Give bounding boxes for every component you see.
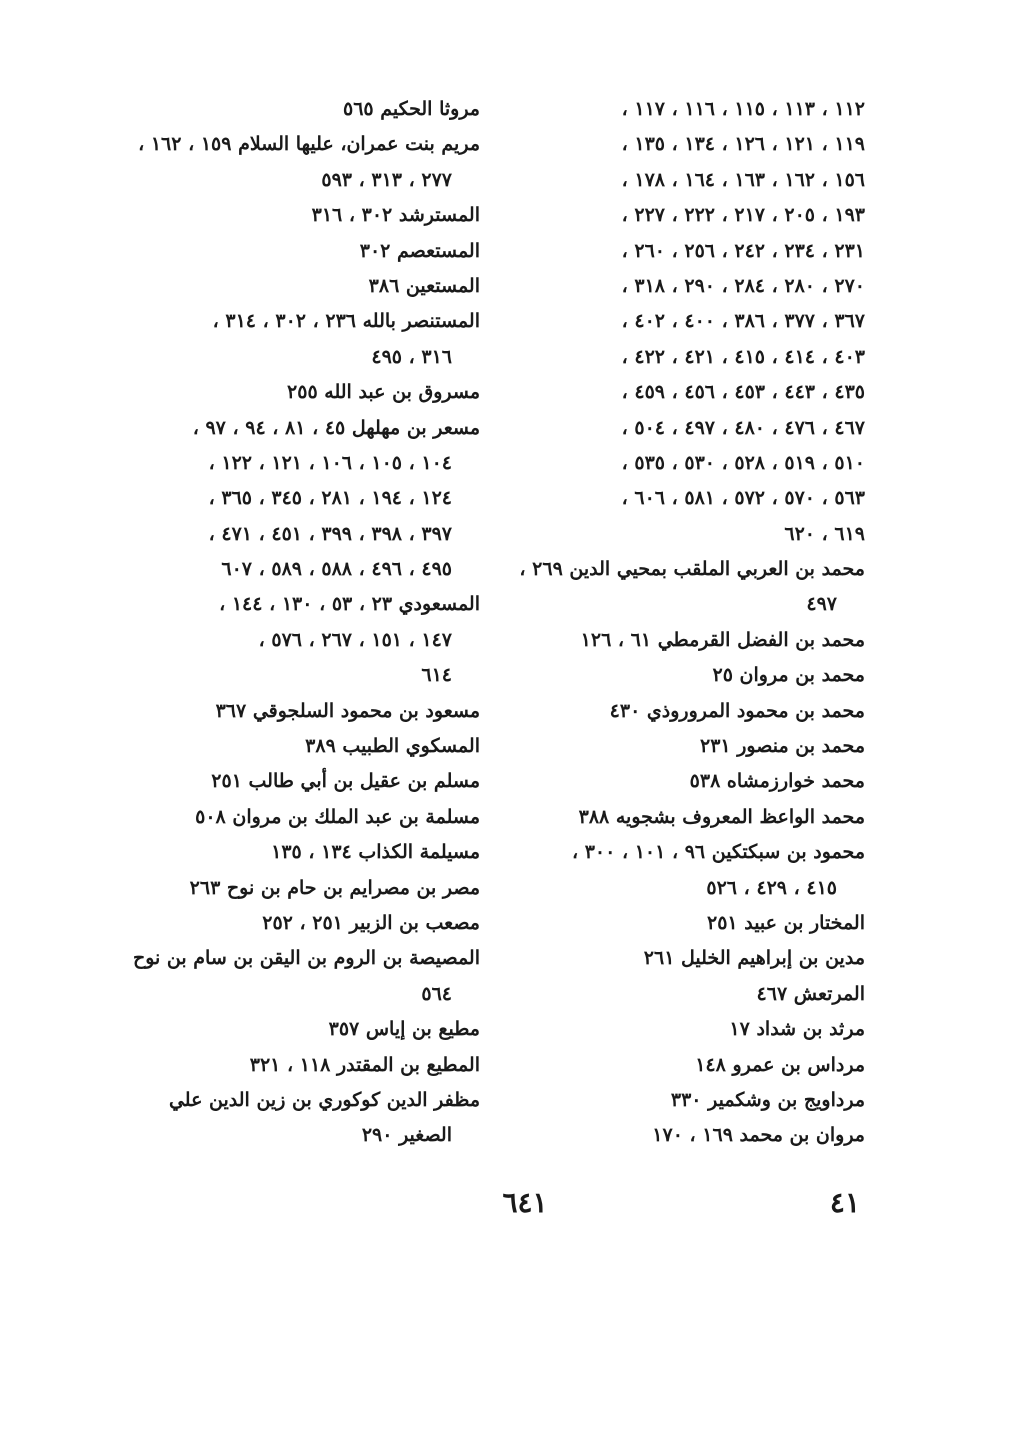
index-entry: محمد خوارزمشاه ٥٣٨	[689, 770, 865, 793]
index-entry: مطيع بن إياس ٣٥٧	[328, 1018, 480, 1041]
index-entry: مسلمة بن عبد الملك بن مروان ٥٠٨	[195, 805, 480, 828]
index-entry: المستعين ٣٨٦	[368, 274, 480, 297]
index-entry-continuation: ١٢٤ ، ١٩٤ ، ٢٨١ ، ٣٤٥ ، ٣٦٥ ،	[208, 487, 452, 510]
index-entry: المسكوي الطبيب ٣٨٩	[305, 735, 480, 758]
index-entry: ٤٣٥ ، ٤٤٣ ، ٤٥٣ ، ٤٥٦ ، ٤٥٩ ،	[621, 381, 865, 404]
index-entry-continuation: ١٤٧ ، ١٥١ ، ٢٦٧ ، ٥٧٦ ،	[258, 628, 452, 651]
index-entry: محمد بن العربي الملقب بمحيي الدين ٢٦٩ ،	[519, 558, 865, 581]
index-column-left	[132, 92, 480, 1154]
index-entry: المستعصم ٣٠٢	[359, 239, 480, 262]
index-entry-continuation: ٢٧٧ ، ٣١٣ ، ٥٩٣	[321, 168, 452, 191]
index-entry: ١١٩ ، ١٢١ ، ١٢٦ ، ١٣٤ ، ١٣٥ ،	[621, 133, 865, 156]
index-entry: مسلم بن عقيل بن أبي طالب ٢٥١	[211, 770, 480, 793]
index-entry: ١٥٦ ، ١٦٢ ، ١٦٣ ، ١٦٤ ، ١٧٨ ،	[621, 168, 865, 191]
index-entry: المصيصة بن الروم بن اليقن بن سام بن نوح	[132, 947, 480, 970]
index-entry: ١٩٣ ، ٢٠٥ ، ٢١٧ ، ٢٢٢ ، ٢٢٧ ،	[621, 204, 865, 227]
index-entry-continuation: ٤٩٧	[806, 593, 837, 616]
index-entry-continuation: ٥٦٤	[421, 982, 452, 1005]
index-entry: محمد بن الفضل القرمطي ٦١ ، ١٢٦	[580, 628, 865, 651]
index-entry: ٢٧٠ ، ٢٨٠ ، ٢٨٤ ، ٢٩٠ ، ٣١٨ ،	[621, 274, 865, 297]
index-column-right	[520, 92, 865, 1154]
index-entry: المطيع بن المقتدر ١١٨ ، ٣٢١	[249, 1053, 480, 1076]
index-entry: مصر بن مصرايم بن حام بن نوح ٢٦٣	[189, 876, 480, 899]
index-entry: المختار بن عبيد ٢٥١	[706, 911, 865, 934]
index-entry: محمد الواعظ المعروف بشجويه ٣٨٨	[578, 805, 865, 828]
index-entry: ٤٦٧ ، ٤٧٦ ، ٤٨٠ ، ٤٩٧ ، ٥٠٤ ،	[621, 416, 865, 439]
index-entry: مرثد بن شداد ١٧	[729, 1018, 865, 1041]
index-entry: المستنصر بالله ٢٣٦ ، ٣٠٢ ، ٣١٤ ،	[212, 310, 480, 333]
index-entry: مريم بنت عمران، عليها السلام ١٥٩ ، ١٦٢ ،	[138, 133, 480, 156]
index-entry-continuation: ٦١٤	[421, 664, 452, 687]
index-entry-continuation: ٤٩٥ ، ٤٩٦ ، ٥٨٨ ، ٥٨٩ ، ٦٠٧	[221, 558, 452, 581]
index-entry: ٣٦٧ ، ٣٧٧ ، ٣٨٦ ، ٤٠٠ ، ٤٠٢ ،	[621, 310, 865, 333]
index-entry: المسعودي ٢٣ ، ٥٣ ، ١٣٠ ، ١٤٤ ،	[219, 593, 480, 616]
index-entry: مسروق بن عبد الله ٢٥٥	[287, 381, 480, 404]
index-entry-continuation: ٤١٥ ، ٤٢٩ ، ٥٢٦	[706, 876, 837, 899]
signature-number: ٤١	[829, 1186, 860, 1219]
index-entry: مرداس بن عمرو ١٤٨	[695, 1053, 865, 1076]
index-entry: مسعر بن مهلهل ٤٥ ، ٨١ ، ٩٤ ، ٩٧ ،	[192, 416, 480, 439]
index-entry: محمد بن مروان ٢٥	[712, 664, 865, 687]
index-entry: المرتعش ٤٦٧	[756, 982, 865, 1005]
page-number: ٦٤١	[502, 1186, 548, 1219]
index-entry-continuation: ٣٩٧ ، ٣٩٨ ، ٣٩٩ ، ٤٥١ ، ٤٧١ ،	[208, 522, 452, 545]
index-entry: المسترشد ٣٠٢ ، ٣١٦	[311, 204, 480, 227]
index-entry: ٢٣١ ، ٢٣٤ ، ٢٤٢ ، ٢٥٦ ، ٢٦٠ ،	[621, 239, 865, 262]
index-entry: مسيلمة الكذاب ١٣٤ ، ١٣٥	[271, 841, 480, 864]
index-entry-continuation: الصغير ٢٩٠	[361, 1124, 452, 1147]
index-entry: محمود بن سبكتكين ٩٦ ، ١٠١ ، ٣٠٠ ،	[571, 841, 865, 864]
index-entry-continuation: ١٠٤ ، ١٠٥ ، ١٠٦ ، ١٢١ ، ١٢٢ ،	[208, 451, 452, 474]
index-entry: ٦١٩ ، ٦٢٠	[784, 522, 865, 545]
index-entry: ٤٠٣ ، ٤١٤ ، ٤١٥ ، ٤٢١ ، ٤٢٢ ،	[621, 345, 865, 368]
index-entry: مدين بن إبراهيم الخليل ٢٦١	[643, 947, 865, 970]
index-entry: مصعب بن الزبير ٢٥١ ، ٢٥٢	[262, 911, 480, 934]
index-entry: مسعود بن محمود السلجوقي ٣٦٧	[215, 699, 480, 722]
index-entry: ٥٦٣ ، ٥٧٠ ، ٥٧٢ ، ٥٨١ ، ٦٠٦ ،	[621, 487, 865, 510]
index-entry-continuation: ٣١٦ ، ٤٩٥	[371, 345, 452, 368]
index-entry: ٥١٠ ، ٥١٩ ، ٥٢٨ ، ٥٣٠ ، ٥٣٥ ،	[621, 451, 865, 474]
index-entry: مروان بن محمد ١٦٩ ، ١٧٠	[652, 1124, 865, 1147]
index-entry: مظفر الدين كوكوري بن زين الدين علي	[168, 1088, 480, 1111]
index-entry: ١١٢ ، ١١٣ ، ١١٥ ، ١١٦ ، ١١٧ ،	[621, 98, 865, 120]
index-entry: محمد بن منصور ٢٣١	[700, 735, 865, 758]
index-entry: مرداويج بن وشكمير ٣٣٠	[670, 1088, 865, 1111]
index-entry: محمد بن محمود المروروذي ٤٣٠	[609, 699, 865, 722]
index-entry: مروثا الحكيم ٥٦٥	[343, 98, 480, 120]
